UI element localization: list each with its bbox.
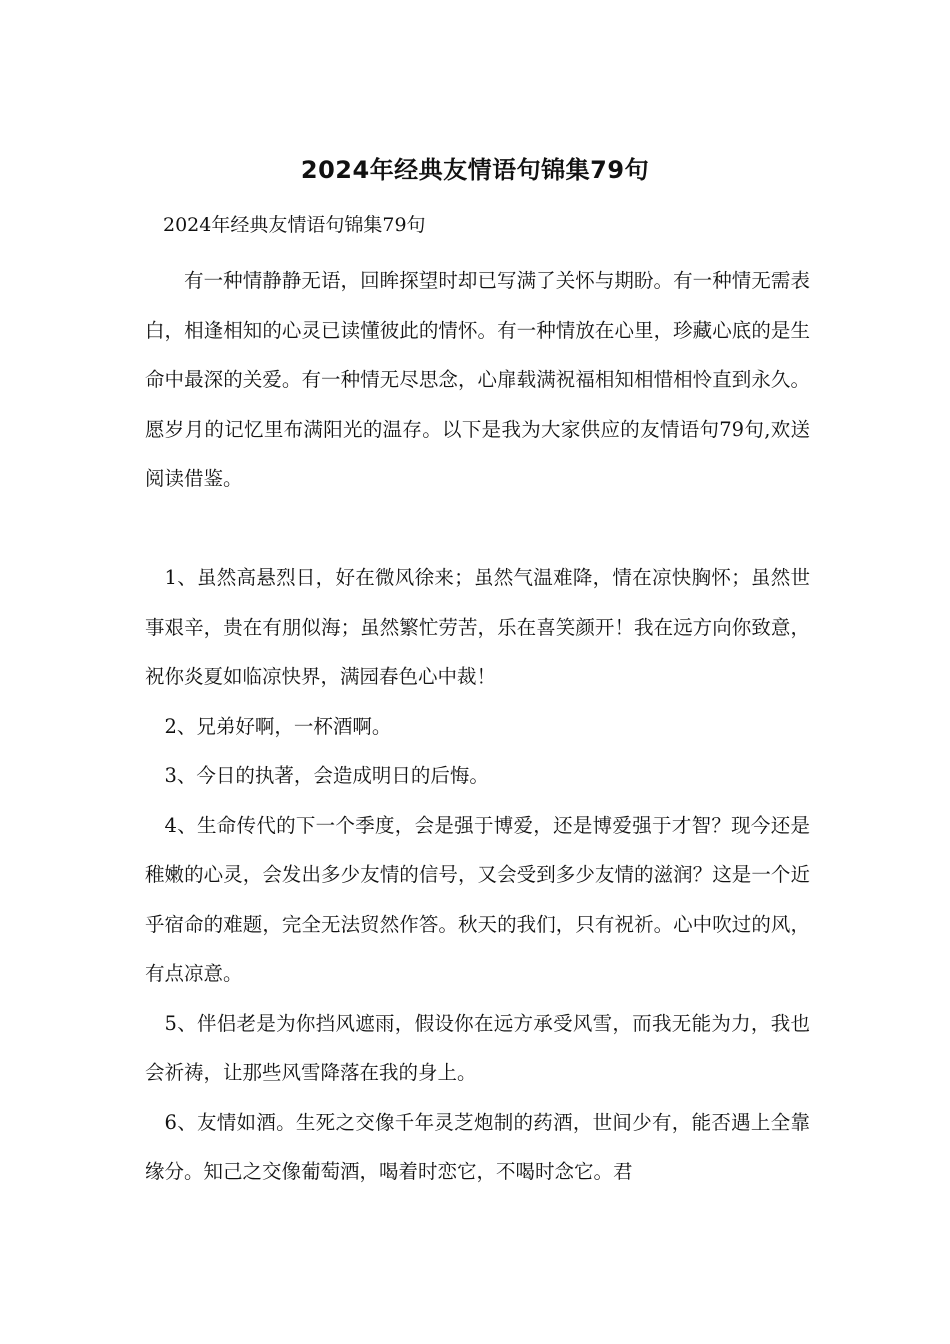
list-item: 4、生命传代的下一个季度，会是强于博爱，还是博爱强于才智？现今还是稚嫩的心灵，会发出多少友情的信号，又会受到多少友情的滋润？这是一个近乎宿命的难题，完全无法贸然作答。秋天的我们，只有祝祈。心中吹过的风，有点凉意。 (145, 813, 810, 985)
list-item: 2、兄弟好啊，一杯酒啊。 (164, 714, 392, 738)
intro-paragraph: 有一种情静静无语，回眸探望时却已写满了关怀与期盼。有一种情无需表白，相逢相知的心灵已读懂彼此的情怀。有一种情放在心里，珍藏心底的是生命中最深的关爱。有一种情无尽思念，心扉载满祝福相知相惜相怜直到永久。愿岁月的记忆里布满阳光的温存。以下是我为大家供应的友情语句79句,欢送阅读借鉴。 (145, 269, 810, 490)
document-title: 2024年经典友情语句锦集79句 (300, 156, 650, 184)
list-item: 3、今日的执著，会造成明日的后悔。 (164, 764, 489, 787)
document-subtitle: 2024年经典友情语句锦集79句 (163, 214, 426, 236)
list-item: 5、伴侣老是为你挡风遮雨，假设你在远方承受风雪，而我无能为力，我也会祈祷，让那些风雪降落在我的身上。 (145, 1011, 810, 1084)
list-item: 6、友情如酒。生死之交像千年灵芝炮制的药酒，世间少有，能否遇上全靠缘分。知己之交像葡萄酒，喝着时恋它，不喝时念它。君 (145, 1110, 810, 1183)
document-body (145, 256, 810, 1197)
list-item: 1、虽然高悬烈日，好在微风徐来；虽然气温难降，情在凉快胸怀；虽然世事艰辛，贵在有朋似海；虽然繁忙劳苦，乐在喜笑颜开！我在远方向你致意，祝你炎夏如临凉快界，满园春色心中裁！ (145, 566, 810, 688)
paragraph-gap (145, 504, 810, 554)
